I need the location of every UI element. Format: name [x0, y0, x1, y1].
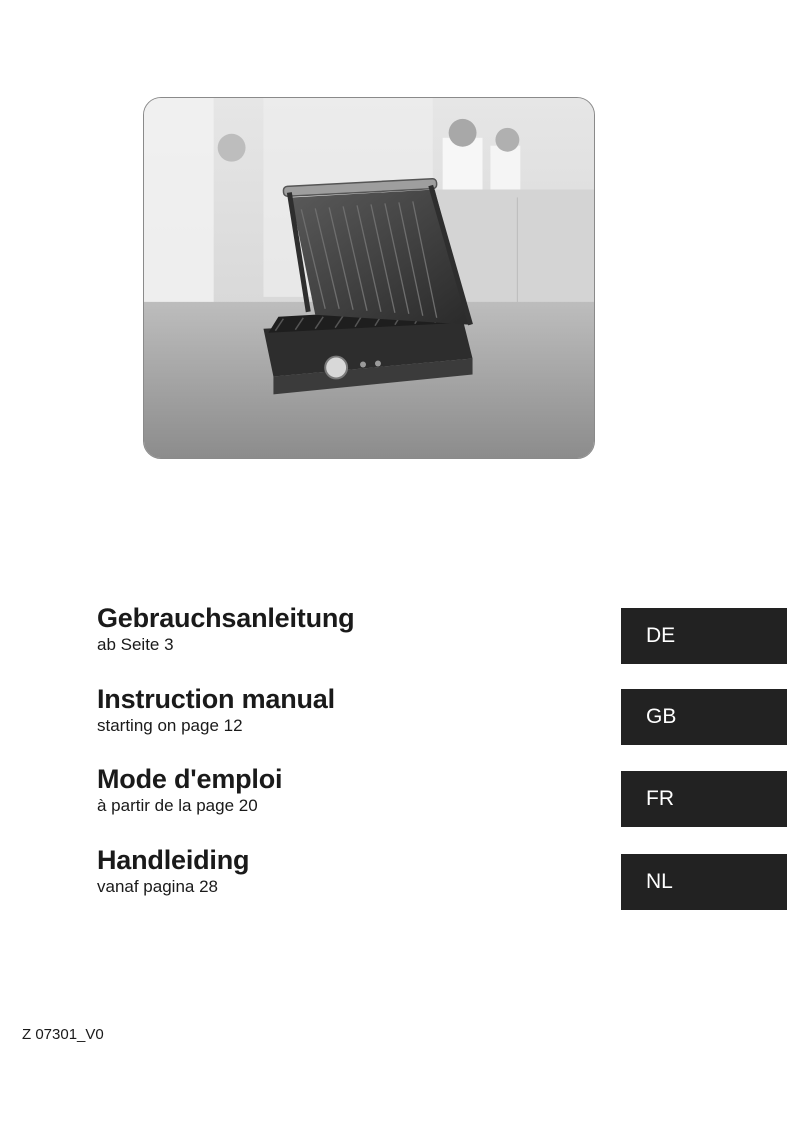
entry-subtitle: starting on page 12: [97, 716, 243, 735]
language-tab-de: DE: [621, 608, 787, 664]
entry-title: Instruction manual: [97, 684, 335, 714]
entry-title: Handleiding: [97, 845, 250, 875]
entry-subtitle: à partir de la page 20: [97, 796, 258, 815]
cover-photo: [143, 97, 595, 459]
language-tab-nl: NL: [621, 854, 787, 910]
entry-subtitle: vanaf pagina 28: [97, 877, 218, 896]
language-entry-gb: [97, 684, 335, 737]
entry-title: Mode d'emploi: [97, 764, 283, 794]
language-tab-gb: GB: [621, 689, 787, 745]
language-tab-fr: FR: [621, 771, 787, 827]
entry-subtitle: ab Seite 3: [97, 635, 174, 654]
language-entry-de: [97, 603, 354, 656]
document-id: Z 07301_V0: [22, 1026, 104, 1043]
language-entry-nl: [97, 845, 249, 898]
entry-title: Gebrauchsanleitung: [97, 603, 355, 633]
language-entry-fr: [97, 764, 282, 817]
